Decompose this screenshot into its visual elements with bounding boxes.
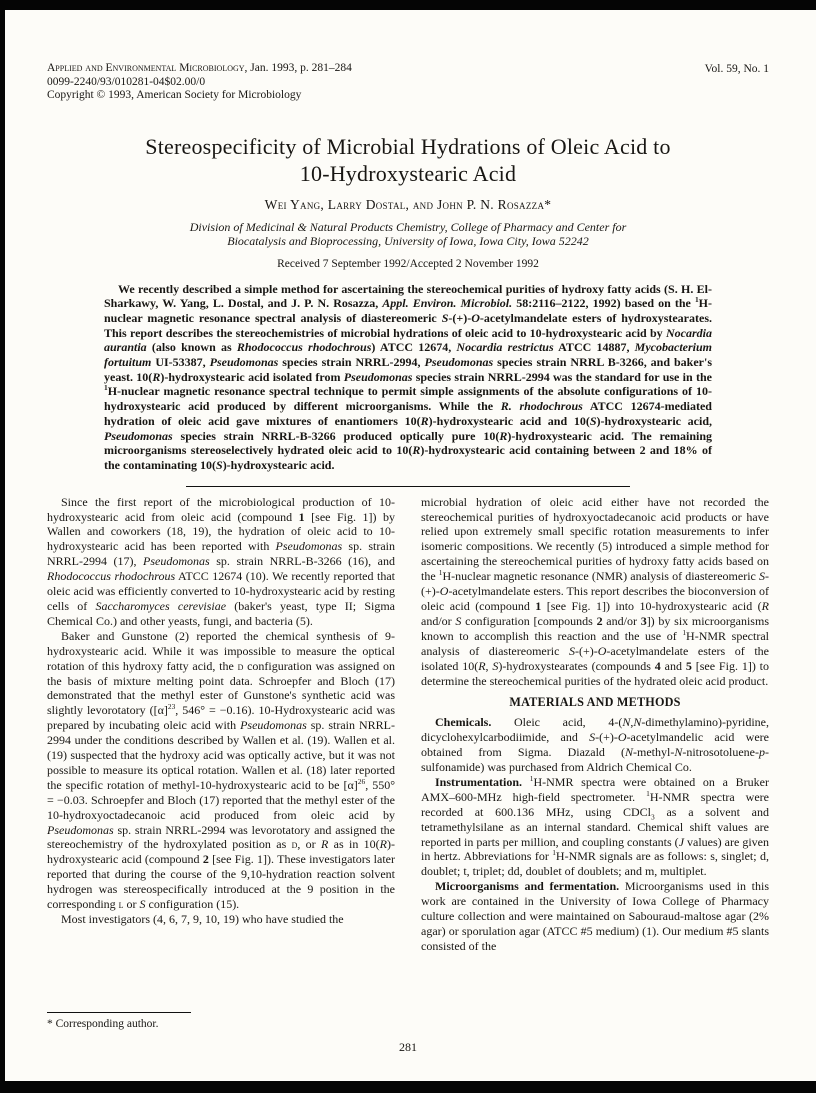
volume-number: Vol. 59, No. 1 — [704, 63, 769, 75]
scan-edge-bottom — [0, 1081, 816, 1093]
footnote-rule — [47, 1012, 191, 1013]
abstract: We recently described a simple method for ascertaining the stereochemical purities of hydroxy fatty acids (S. H. El-Sharkawy, W. Yang, L. Dostal, and J. P. N. Rosazza, Appl. Environ. Microbiol. 58:2116–2122, 1992) based on the $^1$H-nuclear magnetic resonance spectral analysis of diastereomeric S-(+)-O-acetylmandelate esters of hydroxystearates. This report describes the stereochemistries of microbial hydrations of oleic acid to 10-hydroxystearic acid by Nocardia aurantia (also known as Rhodococcus rhodochrous) ATCC 12674, Nocardia restrictus ATCC 14887, Mycobacterium fortuitum UI-53387, Pseudomonas species strain NRRL-2994, Pseudomonas species strain NRRL B-3266, and baker's yeast. 10(R)-hydroxystearic acid isolated from Pseudomonas species strain NRRL-2994 was the standard for use in the $^1$H-nuclear magnetic resonance spectral technique to permit simple assignments of the absolute configurations of 10-hydroxystearic acid produced by different microorganisms. While the R. rhodochrous ATCC 12674-mediated hydration of oleic acid gave mixtures of enantiomers 10(R)-hydroxystearic acid and 10(S)-hydroxystearic acid, Pseudomonas species strain NRRL-B-3266 produced optically pure 10(R)-hydroxystearic acid. The remaining microorganisms stereoselectively hydrated oleic acid to 10(R)-hydroxystearic acid containing between 2 and 18% of the contaminating 10(S)-hydroxystearic acid. — [104, 281, 713, 472]
body-paragraph: Instrumentation. $^1$H-NMR spectra were obtained on a Bruker AMX–600-MHz high-field spectrometer. $^1$H-NMR spectra were recorded at 600.136 MHz, using CDCl$_3$ as a solvent and tetramethylsilane as an internal standard. Chemical shift values are reported in parts per million, and coupling constants (J values) are given in hertz. Abbreviations for $^1$H-NMR signals are as follows: s, singlet; d, doublet; t, triplet; dd, doublet of doublets; and m, multiplet. — [421, 773, 770, 879]
page-number: 281 — [399, 1040, 417, 1054]
body-paragraph: Chemicals. Oleic acid, 4-(N,N-dimethylamino)-pyridine, dicyclohexylcarbodiimide, and S-(+)-O-acetylmandelic acid were obtained from Sigma. Diazald (N-methyl-N-nitrosotoluene-p-sulfonamide) was purchased from Aldrich Chemical Co. — [421, 715, 769, 775]
left-column — [47, 495, 395, 954]
corresponding-author-footnote — [47, 1012, 395, 1030]
journal-citation-line: Applied and Environmental Microbiology, Jan. 1993, p. 281–284 — [47, 62, 352, 74]
materials-and-methods-heading: MATERIALS AND METHODS — [509, 695, 681, 710]
author-line: Wei Yang, Larry Dostal, and John P. N. Rosazza* — [264, 196, 552, 212]
body-paragraph: microbial hydration of oleic acid either have not recorded the stereochemical purities of hydroxyoctadecanoic acid products or have relied upon extremely small specific rotation measurements to infer isomeric compositions. We recently (5) introduced a simple method for ascertaining the stereochemical purities of hydroxy fatty acids based on the $^1$H-nuclear magnetic resonance (NMR) analysis of diastereomeric S-(+)-O-acetylmandelate esters. This report describes the bioconversion of oleic acid (compound 1 [see Fig. 1]) into 10-hydroxystearic acid (R and/or S configuration [compounds 2 and/or 3]) by six microorganisms known to accomplish this reaction and the use of $^1$H-NMR spectral analysis of diastereomeric S-(+)-O-acetylmandelate esters of the isolated 10(R, S)-hydroxystearates (compounds 4 and 5 [see Fig. 1]) to determine the stereochemical purities of the hydrated oleic acid product. — [421, 494, 770, 688]
body-paragraph: Since the first report of the microbiological production of 10-hydroxystearic acid from oleic acid (compound 1 [see Fig. 1]) by Wallen and coworkers (18, 19), the hydration of oleic acid to 10-hydroxystearic acid has been reported with Pseudomonas sp. strain NRRL-2994 (17), Pseudomonas sp. strain NRRL-B-3266 (16), and Rhodococcus rhodochrous ATCC 12674 (10). We recently reported that oleic acid was efficiently converted to 10-hydroxystearic acid by resting cells of Saccharomyces cerevisiae (baker's yeast, type II; Sigma Chemical Co.) and other yeasts, fungi, and bacteria (5). — [47, 494, 395, 628]
page-content — [47, 62, 769, 954]
journal-masthead — [47, 62, 769, 103]
issn-line: 0099-2240/93/010281-04$02.00/0 — [47, 75, 206, 88]
footnote-text: * Corresponding author. — [47, 1018, 159, 1030]
body-columns — [47, 495, 769, 954]
affiliation-line: Division of Medicinal & Natural Products Chemistry, College of Pharmacy and Center for Biocatalysis and Bioprocessing, University of Iowa, Iowa City, Iowa 52242 — [189, 219, 627, 248]
scan-edge-left — [0, 0, 5, 1093]
masthead-left — [47, 62, 352, 103]
body-paragraph: Most investigators (4, 6, 7, 9, 10, 19) who have studied the — [61, 912, 344, 927]
body-paragraph: Microorganisms and fermentation. Microorganisms used in this work are contained in the University of Iowa College of Pharmacy culture collection and were maintained on Sabouraud-maltose agar (2% agar) or sporulation agar (ATCC #5 medium) (1). Our medium #5 slants consisted of the — [421, 879, 769, 953]
abstract-body-divider — [186, 486, 630, 487]
right-column — [421, 495, 769, 954]
received-accepted-line: Received 7 September 1992/Accepted 2 November 1992 — [277, 257, 539, 270]
copyright-line: Copyright © 1993, American Society for Microbiology — [47, 89, 302, 101]
article-title: Stereospecificity of Microbial Hydrations of Oleic Acid to 10-Hydroxystearic Acid — [145, 133, 671, 186]
body-paragraph: Baker and Gunstone (2) reported the chemical synthesis of 9-hydroxystearic acid. While it was impossible to measure the optical rotation of this hydroxy fatty acid, the d configuration was assigned on the basis of mixture melting point data. Schroepfer and Bloch (17) demonstrated that the methyl ester of Gunstone's synthetic acid was slightly levorotatory ($[\alpha]^{23}$, 546° = −0.16). 10-Hydroxystearic acid was prepared by incubating oleic acid with Pseudomonas sp. strain NRRL-2994 under the conditions described by Wallen et al. (19). Wallen et al. (19) suspected that the hydroxy acid was optically active, but it was not possible to measure its optical rotation. Wallen et al. (18) later reported the specific rotation of methyl-10-hydroxystearic acid to be $[\alpha]^{26}$, 550° = −0.03. Schroepfer and Bloch (17) reported that the methyl ester of the 10-hydroxyoctadecanoic acid produced from oleic acid by Pseudomonas sp. strain NRRL-2994 was levorotatory and assigned the stereochemistry of the hydroxylated position as d, or R as in 10(R)-hydroxystearic acid (compound 2 [see Fig. 1]). These investigators later reported that during the course of the 9,10-hydration reaction solvent hydrogen was stereospecifically introduced at the 9 position in the corresponding l or S configuration (15). — [47, 628, 396, 912]
scan-edge-top — [0, 0, 816, 10]
